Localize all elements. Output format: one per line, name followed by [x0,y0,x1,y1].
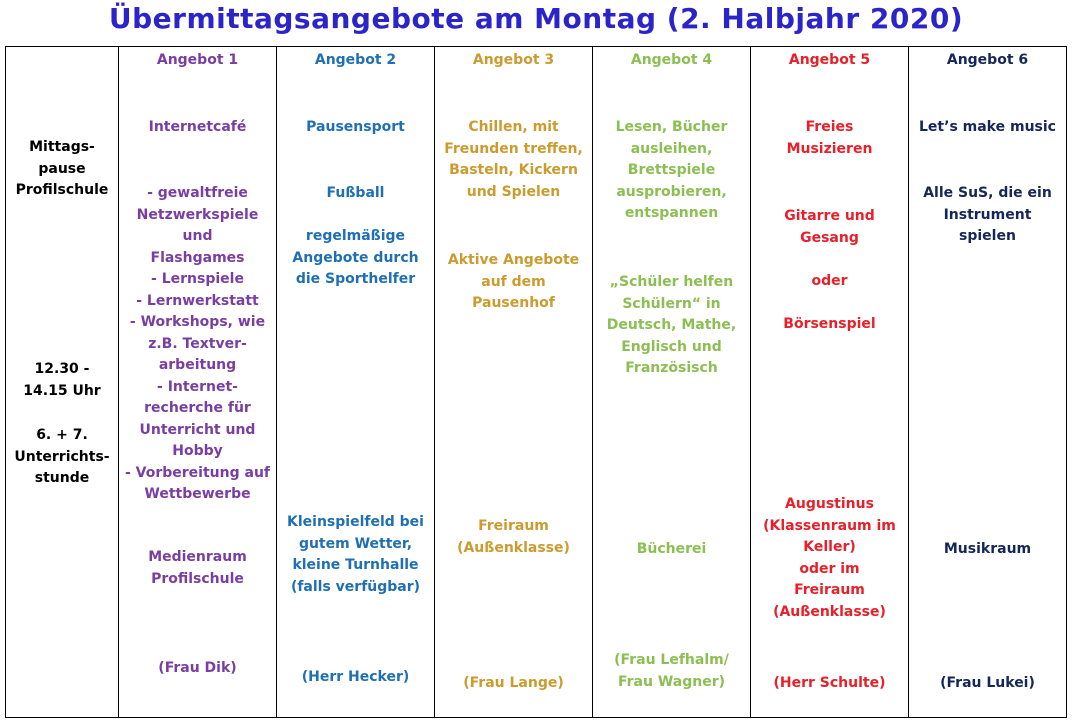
offer-room: Musikraum [943,541,1032,557]
offer-room: Augustinus (Klassenraum im Keller) oder im Freiraum (Außenklasse) [763,496,896,620]
offer-teacher: (Frau Dik) [158,660,237,676]
table-row [6,47,1067,718]
offer-header: Angebot 5 [788,52,871,68]
offer-details: Gitarre und Gesang oder Börsenspiel [783,208,876,332]
offer-room: Bücherei [636,541,707,557]
offer-teacher: (Herr Schulte) [773,675,886,691]
offer-teacher: (Herr Hecker) [301,669,410,685]
offer-column-4 [593,47,751,718]
schedule-table [5,46,1067,718]
offer-column-3 [435,47,593,718]
time-column-cell [6,47,119,718]
offer-header: Angebot 1 [156,52,239,68]
offer-column-1 [119,47,277,718]
offer-name: Chillen, mit Freunden treffen, Basteln, Kickern und Spielen [444,119,583,200]
offer-teacher: (Frau Lukei) [940,675,1035,691]
offer-teacher: (Frau Lefhalm/ Frau Wagner) [614,652,729,690]
offer-name: Let’s make music [919,119,1056,135]
page-title: Übermittagsangebote am Montag (2. Halbjahr 2020) [108,2,964,35]
offer-header: Angebot 4 [630,52,713,68]
offer-header: Angebot 2 [314,52,397,68]
offer-name: Internetcafé [148,119,247,135]
offer-column-2 [277,47,435,718]
time-range: 12.30 - 14.15 Uhr [23,361,101,399]
offer-room: Medienraum Profilschule [148,549,247,587]
offer-room: Freiraum (Außenklasse) [457,518,570,556]
offer-teacher: (Frau Lange) [463,675,564,691]
offer-name: Lesen, Bücher ausleihen, Brettspiele ausprobieren, entspannen [615,119,728,221]
offer-details: - gewaltfreie Netzwerkspiele und Flashgames - Lernspiele - Lernwerkstatt - Workshops, wie z.B. Textver- arbeitung - Internet- recherche für Unterricht und Hobby - Vorbereitung auf Wettbewerbe [124,185,271,502]
offer-header: Angebot 6 [946,52,1029,68]
offer-name: Pausensport [306,119,405,135]
offer-details: Aktive Angebote auf dem Pausenhof [447,252,580,311]
offer-details: Alle SuS, die ein Instrument spielen [923,185,1052,244]
offer-details: „Schüler helfen Schülern“ in Deutsch, Mathe, Englisch und Französisch [606,274,737,376]
offer-column-6 [909,47,1067,718]
lesson-label: 6. + 7. Unterrichts- stunde [14,427,110,486]
offer-name: Freies Musizieren [786,119,873,157]
offer-header: Angebot 3 [472,52,555,68]
offer-column-5 [751,47,909,718]
offer-details: Fußball regelmäßige Angebote durch die Sporthelfer [292,185,419,287]
offer-room: Kleinspielfeld bei gutem Wetter, kleine Turnhalle (falls verfügbar) [287,514,424,595]
break-label: Mittags- pause Profilschule [15,139,109,198]
